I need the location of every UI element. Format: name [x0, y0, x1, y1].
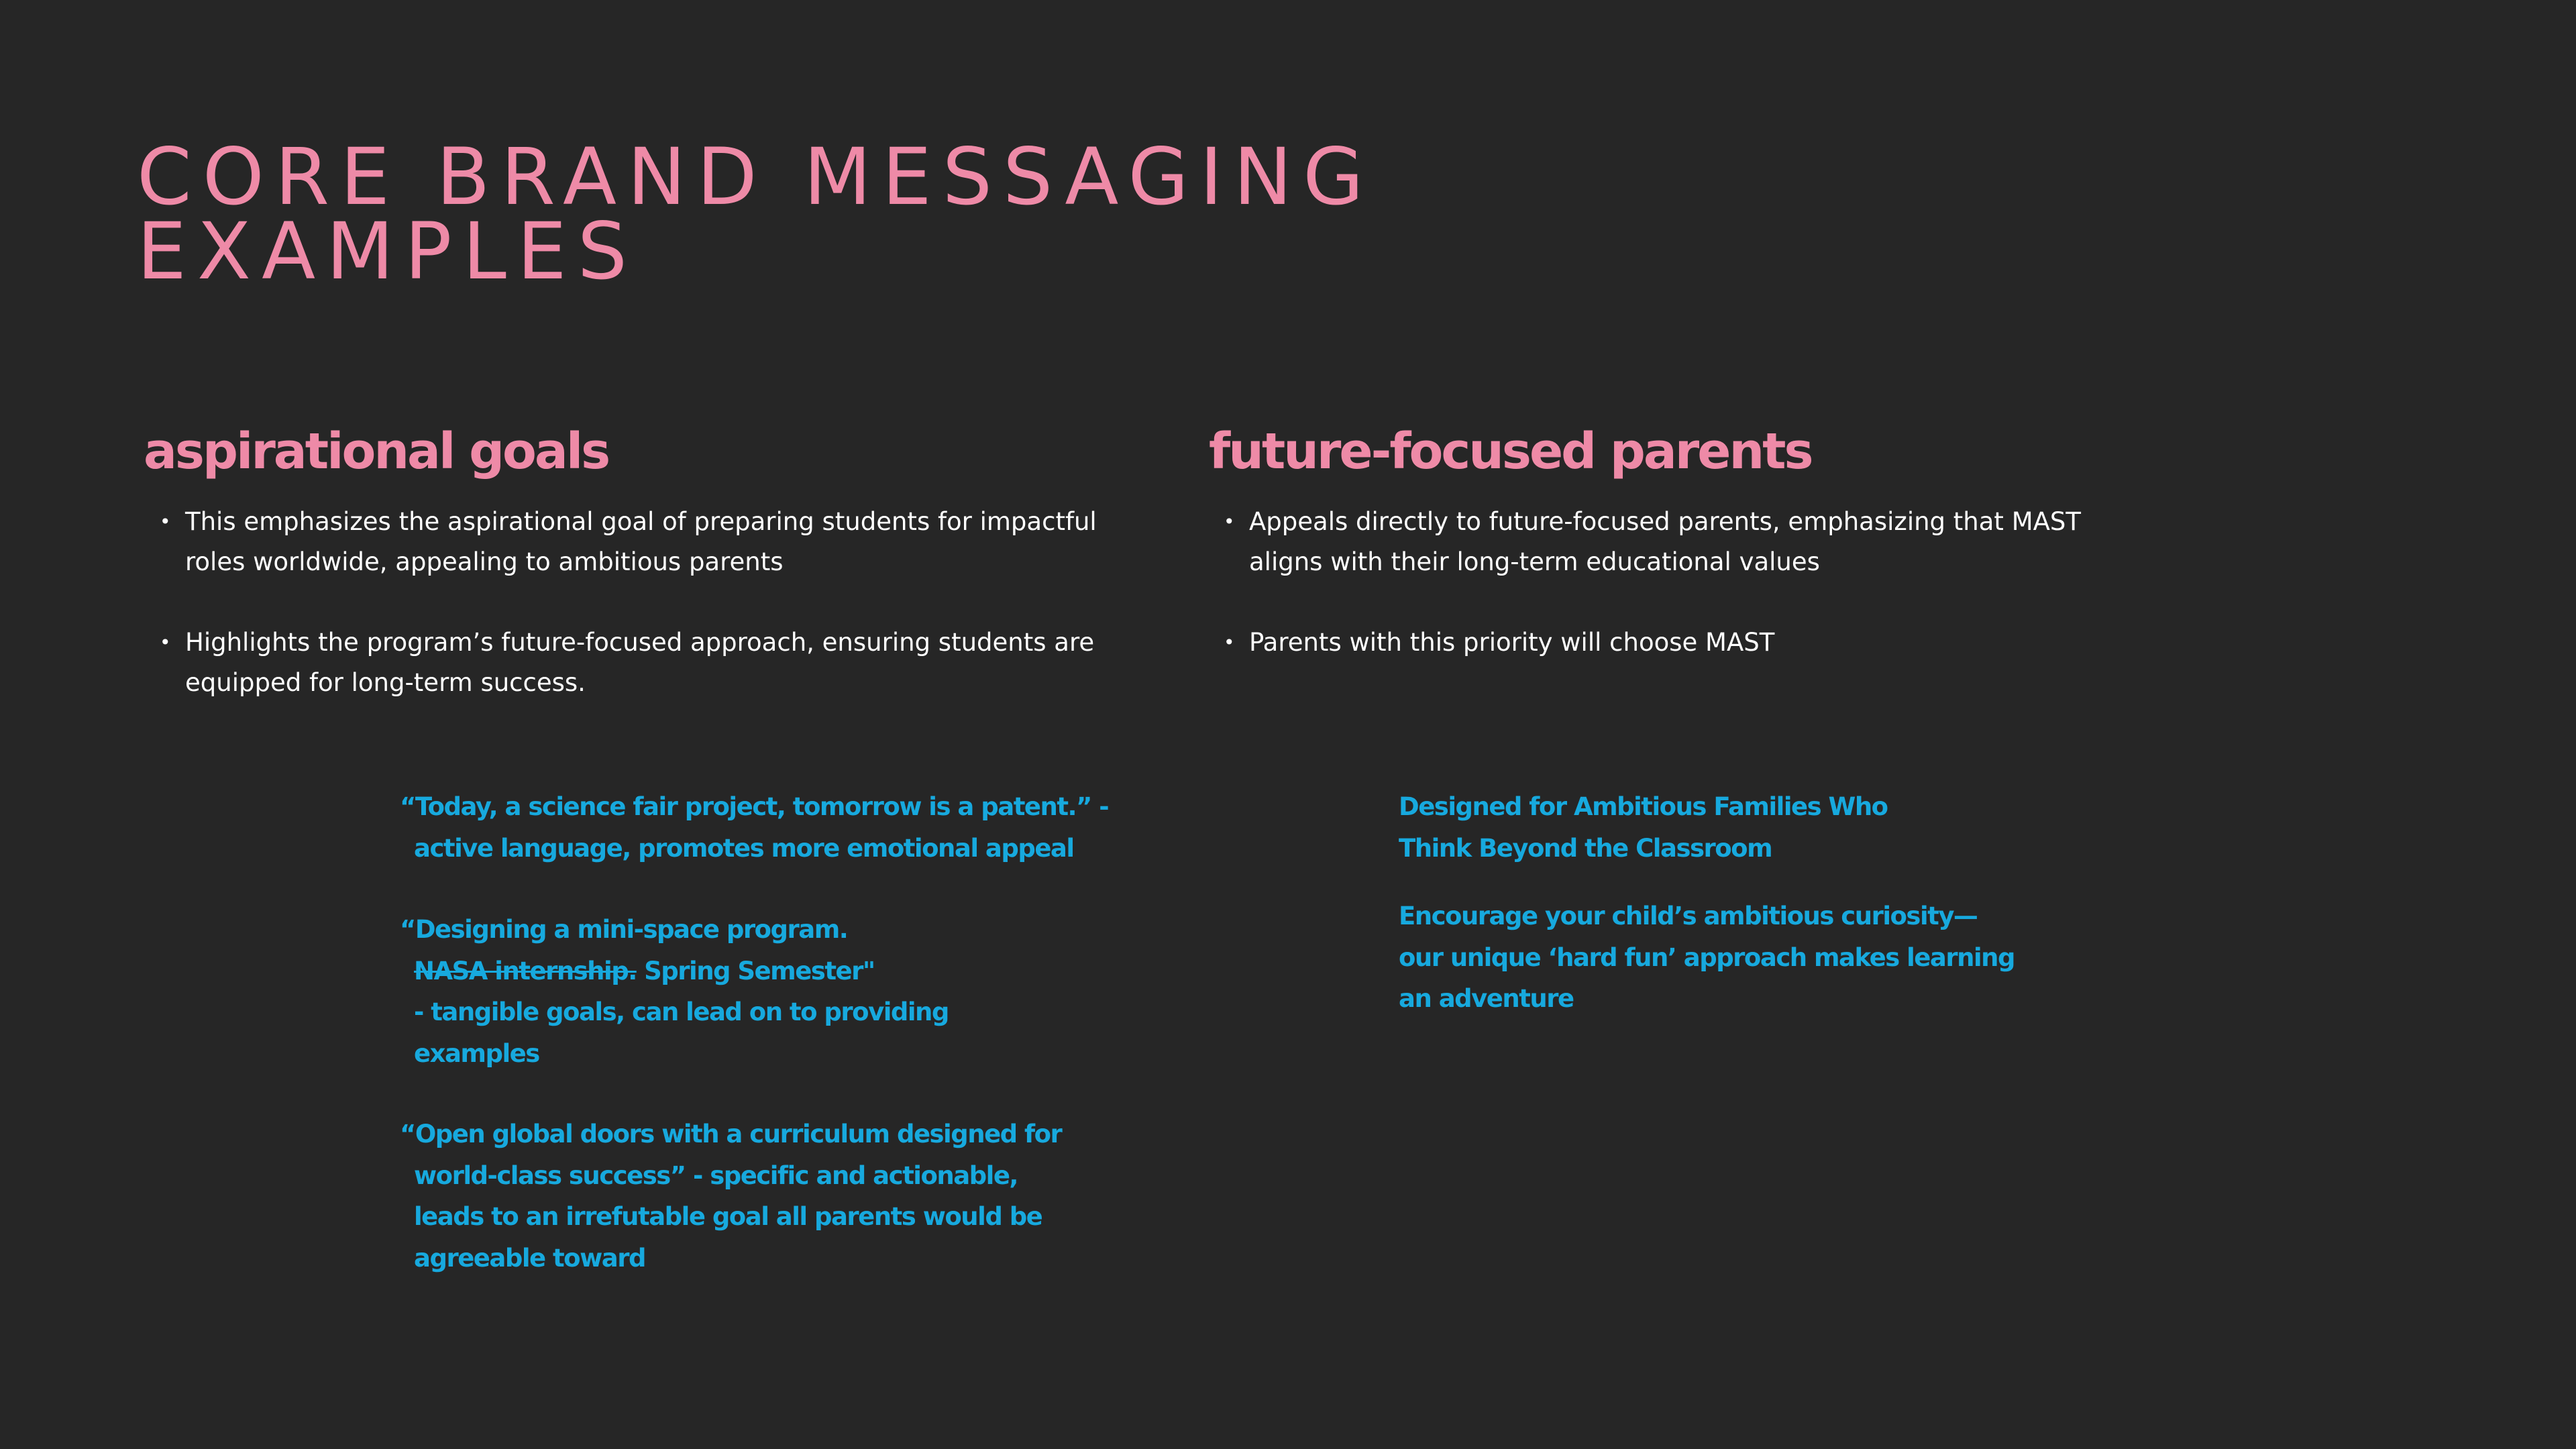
bullet-item: • Appeals directly to future-focused parents, emphasizing that MAST aligns with their long-term educational values — [1208, 502, 2160, 582]
quote-line: examples — [414, 1038, 539, 1068]
struck-text: NASA internship. — [414, 956, 637, 985]
quote-science-fair — [400, 786, 1108, 869]
page-title — [137, 131, 1375, 297]
future-focused-parents-bullet-list — [1208, 502, 2160, 703]
bullet-item: • Highlights the program’s future-focused approach, ensuring students are equipped for long-term success. — [144, 623, 1123, 703]
tagline-ambitious-families — [1399, 786, 1888, 869]
quote-mini-space-program — [400, 909, 949, 1074]
quote-line: “Open global doors with a curriculum designed for — [400, 1120, 1062, 1148]
section-heading-aspirational-goals: aspirational goals — [144, 423, 609, 480]
bullet-item: • This emphasizes the aspirational goal of preparing students for impactful roles worldwide, appealing to ambitious parents — [144, 502, 1123, 582]
quote-text: Spring Semester" — [636, 956, 875, 985]
quote-line: leads to an irrefutable goal all parents would be — [414, 1202, 1042, 1231]
quote-line: “Designing a mini-space program. — [400, 915, 848, 944]
page-title-line-1: CORE BRAND MESSAGING — [137, 131, 1375, 223]
quote-global-doors — [400, 1114, 1061, 1279]
section-heading-future-focused-parents: future-focused parents — [1209, 423, 1812, 480]
tagline-line: Encourage your child’s ambitious curiosity— — [1399, 902, 1978, 930]
quote-line: world-class success” - specific and actionable, — [414, 1161, 1018, 1190]
quote-line: active language, promotes more emotional appeal — [414, 833, 1074, 863]
quote-line: agreeable toward — [414, 1243, 645, 1273]
tagline-line: Think Beyond the Classroom — [1399, 833, 1772, 863]
bullet-item: • Parents with this priority will choose MAST — [1208, 623, 2160, 663]
aspirational-goals-bullet-list — [144, 502, 1123, 743]
quote-line — [400, 951, 949, 992]
tagline-line: Designed for Ambitious Families Who — [1399, 792, 1888, 821]
page-title-line-2: EXAMPLES — [137, 205, 638, 297]
tagline-hard-fun — [1399, 896, 2015, 1020]
tagline-line: our unique ‘hard fun’ approach makes learning — [1399, 943, 2015, 972]
tagline-line: an adventure — [1399, 984, 1574, 1013]
quote-line: - tangible goals, can lead on to providing — [414, 998, 949, 1026]
quote-line: “Today, a science fair project, tomorrow is a patent.” - — [400, 792, 1109, 821]
